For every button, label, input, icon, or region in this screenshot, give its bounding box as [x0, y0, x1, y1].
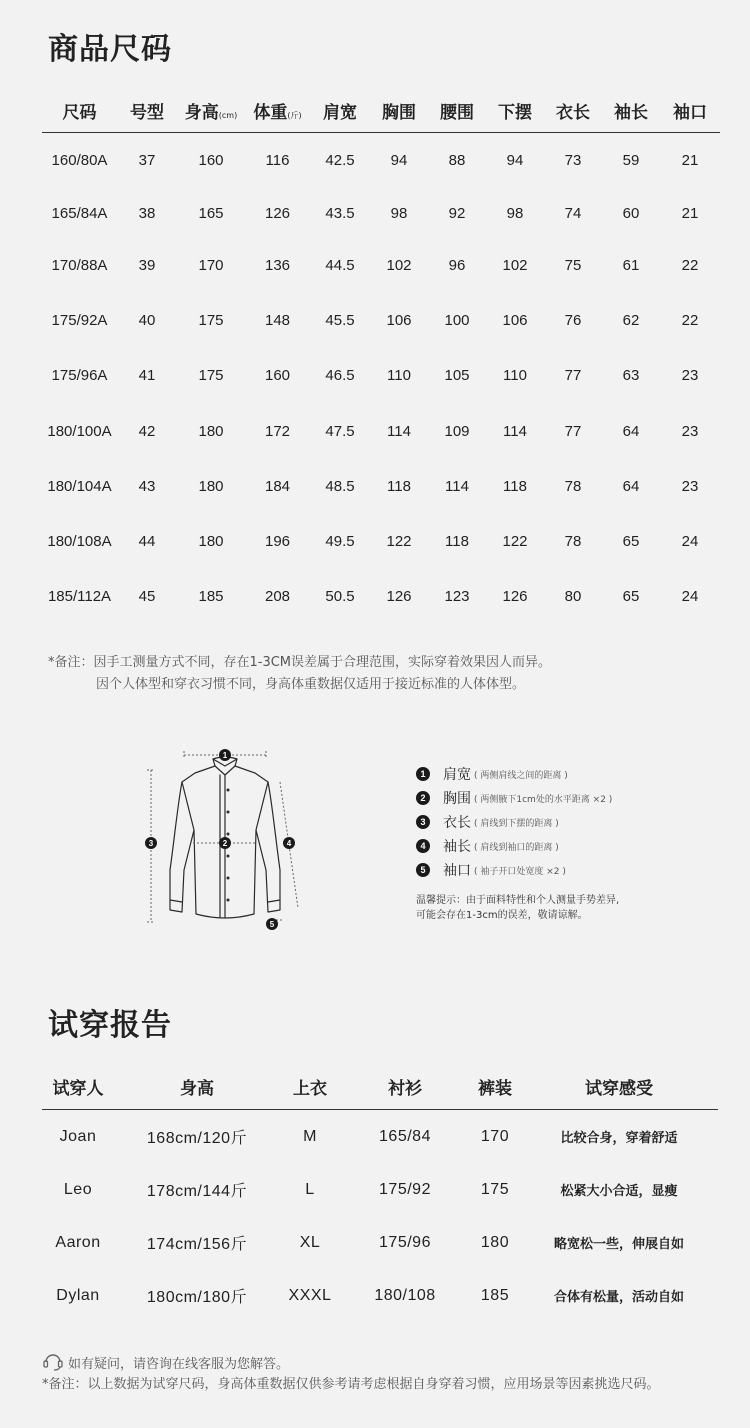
size-cell: 180 — [198, 477, 224, 495]
header-feeling: 试穿感受 — [585, 1078, 653, 1099]
size-cell: 110 — [387, 367, 411, 384]
legend-number: 2 — [416, 791, 430, 805]
tryon-cell: 175 — [480, 1180, 510, 1198]
header-hem: 下摆 — [498, 102, 532, 123]
tryon-cell: Joan — [59, 1127, 97, 1145]
size-cell: 23 — [681, 367, 699, 384]
size-cell: 48.5 — [325, 477, 355, 495]
tryon-cell: XL — [299, 1233, 321, 1251]
size-cell: 180/108A — [47, 532, 112, 550]
shirt-measure-diagram — [140, 742, 310, 937]
size-cell: 44 — [138, 532, 156, 550]
header-waist: 腰围 — [440, 102, 474, 123]
size-cell: 21 — [681, 152, 699, 170]
size-cell: 116 — [265, 152, 290, 170]
size-cell: 180 — [198, 422, 224, 440]
size-cell: 78 — [564, 477, 582, 495]
measure-tip — [416, 893, 619, 923]
size-cell: 59 — [622, 152, 640, 170]
size-cell: 42 — [138, 422, 156, 440]
size-note-line1: *备注：因手工测量方式不同，存在1-3CM误差属于合理范围，实际穿着效果因人而异。 — [48, 655, 552, 670]
size-cell: 109 — [444, 422, 470, 440]
tryon-cell: 178cm/144斤 — [146, 1183, 248, 1200]
size-cell: 77 — [564, 367, 582, 384]
size-cell: 126 — [264, 204, 291, 222]
size-cell: 98 — [390, 204, 408, 222]
header-top: 上衣 — [293, 1078, 327, 1099]
tryon-cell: 175/96 — [379, 1233, 431, 1251]
size-row — [42, 133, 720, 189]
service-hint — [42, 1352, 289, 1372]
size-cell: 46.5 — [325, 367, 355, 384]
size-cell: 172 — [264, 422, 291, 440]
tryon-cell: 略宽松一些，伸展自如 — [553, 1237, 684, 1252]
tryon-cell: XXXL — [288, 1286, 332, 1304]
marker-1 — [219, 749, 231, 761]
header-weight: 体重(斤) — [253, 102, 302, 123]
size-cell: 38 — [138, 204, 156, 222]
size-cell: 64 — [622, 422, 640, 440]
legend-number: 3 — [416, 815, 430, 829]
size-cell: 180/104A — [47, 477, 112, 495]
size-cell: 160/80A — [51, 152, 108, 170]
tryon-row — [42, 1110, 718, 1164]
legend-name: 衣长 — [443, 815, 471, 831]
size-cell: 114 — [445, 477, 469, 495]
svg-text:4: 4 — [286, 839, 292, 848]
legend-desc: ( 肩线到下摆的距离 ) — [474, 818, 559, 829]
size-row — [42, 404, 720, 459]
tryon-cell: 170 — [480, 1127, 510, 1145]
size-cell: 126 — [502, 587, 528, 605]
tryon-cell: M — [303, 1127, 317, 1145]
size-cell: 41 — [138, 367, 156, 384]
tryon-cell: 180/108 — [374, 1286, 436, 1304]
size-cell: 62 — [622, 312, 640, 329]
legend-item-length — [416, 811, 559, 833]
legend-number: 4 — [416, 839, 430, 853]
legend-desc: ( 袖子开口处宽度 ×2 ) — [474, 866, 566, 877]
legend-number: 1 — [416, 767, 430, 781]
size-section-title: 商品尺码 — [48, 32, 172, 67]
size-cell: 64 — [622, 477, 640, 495]
size-cell: 39 — [138, 257, 156, 274]
size-cell: 88 — [448, 152, 466, 170]
size-cell: 22 — [681, 312, 699, 329]
tryon-cell: 180 — [480, 1233, 510, 1251]
size-cell: 136 — [264, 257, 291, 274]
tryon-cell: 168cm/120斤 — [146, 1130, 248, 1147]
size-cell: 42.5 — [325, 152, 355, 170]
size-cell: 23 — [681, 422, 699, 440]
tryon-cell: L — [305, 1180, 315, 1198]
marker-2 — [219, 837, 231, 849]
size-cell: 160 — [198, 152, 224, 170]
size-cell: 96 — [448, 257, 466, 274]
size-cell: 118 — [387, 477, 411, 495]
header-tester: 试穿人 — [52, 1078, 104, 1099]
legend-name: 肩宽 — [443, 767, 471, 783]
tryon-footer-note: *备注：以上数据为试穿尺码，身高体重数据仅供参考请考虑根据自身穿着习惯，应用场景等因素挑选尺码。 — [42, 1377, 660, 1392]
size-cell: 65 — [622, 532, 640, 550]
size-cell: 65 — [622, 587, 640, 605]
size-table — [42, 88, 720, 624]
size-cell: 74 — [564, 204, 582, 222]
header-cuff: 袖口 — [673, 102, 707, 123]
size-cell: 21 — [681, 204, 699, 222]
size-row — [42, 189, 720, 238]
size-cell: 185 — [198, 587, 224, 605]
size-row — [42, 294, 720, 348]
size-cell: 61 — [622, 257, 640, 274]
size-cell: 196 — [264, 532, 291, 550]
svg-text:3: 3 — [148, 839, 154, 848]
header-chest: 胸围 — [382, 102, 416, 123]
size-cell: 80 — [564, 587, 582, 605]
size-cell: 165 — [198, 204, 224, 222]
size-cell: 45 — [138, 587, 156, 605]
size-cell: 43.5 — [325, 204, 355, 222]
size-cell: 126 — [386, 587, 412, 605]
header-shoulder: 肩宽 — [323, 102, 357, 123]
legend-desc: ( 肩线到袖口的距离 ) — [474, 842, 559, 853]
marker-3 — [145, 837, 157, 849]
size-cell: 106 — [502, 312, 528, 329]
size-cell: 102 — [502, 257, 528, 274]
tryon-cell: 165/84 — [379, 1127, 431, 1145]
size-cell: 160 — [264, 367, 291, 384]
size-cell: 175/96A — [51, 367, 108, 384]
size-cell: 24 — [681, 587, 699, 605]
size-cell: 77 — [564, 422, 582, 440]
size-cell: 23 — [681, 477, 699, 495]
header-model: 号型 — [130, 102, 164, 123]
legend-name: 胸围 — [443, 791, 471, 807]
size-table-header — [42, 88, 720, 133]
header-sleeve: 袖长 — [614, 102, 648, 123]
tryon-cell: 175/92 — [379, 1180, 431, 1198]
tryon-cell: 174cm/156斤 — [146, 1236, 248, 1253]
header-size: 尺码 — [62, 102, 97, 123]
size-row — [42, 569, 720, 624]
size-cell: 100 — [444, 312, 470, 329]
size-cell: 175 — [198, 367, 224, 384]
size-row — [42, 514, 720, 569]
size-cell: 180/100A — [47, 422, 112, 440]
size-cell: 98 — [506, 204, 524, 222]
legend-desc: ( 两侧肩线之间的距离 ) — [474, 770, 568, 781]
size-row — [42, 459, 720, 514]
legend-name: 袖长 — [443, 839, 471, 855]
tryon-cell: 180cm/180斤 — [146, 1289, 248, 1306]
marker-4 — [283, 837, 295, 849]
measure-tip-line1: 温馨提示：由于面料特性和个人测量手势差异, — [416, 895, 620, 906]
svg-text:1: 1 — [222, 751, 228, 760]
legend-desc: ( 两侧腋下1cm处的水平距离 ×2 ) — [474, 794, 613, 805]
size-cell: 24 — [681, 532, 699, 550]
size-cell: 22 — [681, 257, 699, 274]
size-cell: 148 — [264, 312, 291, 329]
legend-item-shoulder — [416, 763, 568, 785]
tryon-row — [42, 1216, 718, 1269]
legend-item-chest — [416, 787, 612, 809]
size-cell: 94 — [506, 152, 524, 170]
size-cell: 73 — [564, 152, 582, 170]
size-cell: 60 — [622, 204, 640, 222]
header-pants: 裤装 — [478, 1078, 512, 1099]
header-shirt: 衬衫 — [388, 1078, 422, 1099]
size-cell: 170 — [198, 257, 224, 274]
legend-name: 袖口 — [443, 863, 471, 879]
size-cell: 47.5 — [325, 422, 355, 440]
svg-text:5: 5 — [269, 920, 275, 929]
size-cell: 175 — [198, 312, 224, 329]
svg-text:2: 2 — [222, 839, 228, 848]
size-row — [42, 348, 720, 404]
size-cell: 94 — [390, 152, 408, 170]
size-cell: 170/88A — [51, 257, 108, 274]
size-cell: 40 — [138, 312, 156, 329]
size-cell: 102 — [386, 257, 412, 274]
tryon-cell: 比较合身，穿着舒适 — [560, 1131, 678, 1146]
tryon-cell: Dylan — [56, 1286, 100, 1304]
size-cell: 118 — [445, 532, 469, 550]
size-cell: 110 — [503, 367, 527, 384]
size-cell: 49.5 — [325, 532, 355, 550]
size-cell: 44.5 — [325, 257, 355, 274]
size-cell: 92 — [448, 204, 466, 222]
size-cell: 114 — [503, 422, 527, 440]
size-cell: 185/112A — [47, 587, 112, 605]
customer-service-icon — [42, 1352, 64, 1372]
size-cell: 175/92A — [51, 312, 108, 329]
size-cell: 37 — [138, 152, 156, 170]
size-cell: 43 — [138, 477, 156, 495]
size-cell: 105 — [444, 367, 470, 384]
tryon-cell: 合体有松量，活动自如 — [553, 1290, 684, 1305]
size-cell: 123 — [444, 587, 470, 605]
size-cell: 45.5 — [325, 312, 355, 329]
tryon-table-header — [42, 1063, 718, 1110]
measure-tip-line2: 可能会存在1-3cm的误差，敬请谅解。 — [416, 910, 588, 921]
size-note-line2: 因个人体型和穿衣习惯不同，身高体重数据仅适用于接近标准的人体体型。 — [96, 677, 526, 692]
header-body: 身高 — [180, 1078, 214, 1099]
service-text: 如有疑问，请咨询在线客服为您解答。 — [68, 1356, 290, 1372]
size-cell: 63 — [622, 367, 640, 384]
marker-5 — [266, 918, 278, 930]
size-cell: 78 — [564, 532, 582, 550]
legend-item-cuff — [416, 859, 566, 881]
tryon-section-title: 试穿报告 — [48, 1008, 172, 1043]
tryon-cell: Aaron — [55, 1233, 101, 1251]
legend-item-sleeve — [416, 835, 559, 857]
header-height: 身高(cm) — [184, 102, 238, 123]
tryon-row — [42, 1163, 718, 1216]
tryon-row — [42, 1269, 718, 1322]
size-cell: 208 — [264, 587, 291, 605]
size-cell: 106 — [386, 312, 412, 329]
tryon-cell: 185 — [480, 1286, 510, 1304]
size-row — [42, 238, 720, 294]
size-cell: 180 — [198, 532, 224, 550]
size-cell: 75 — [564, 257, 582, 274]
legend-number: 5 — [416, 863, 430, 877]
size-cell: 165/84A — [51, 204, 108, 222]
tryon-cell: Leo — [63, 1180, 93, 1198]
size-cell: 184 — [264, 477, 291, 495]
size-cell: 118 — [503, 477, 527, 495]
size-cell: 122 — [386, 532, 412, 550]
tryon-table — [42, 1063, 718, 1322]
size-cell: 76 — [564, 312, 582, 329]
size-cell: 114 — [387, 422, 411, 440]
tryon-cell: 松紧大小合适，显瘦 — [560, 1184, 678, 1199]
header-length: 衣长 — [556, 102, 590, 123]
size-cell: 50.5 — [325, 587, 355, 605]
size-cell: 122 — [502, 532, 528, 550]
